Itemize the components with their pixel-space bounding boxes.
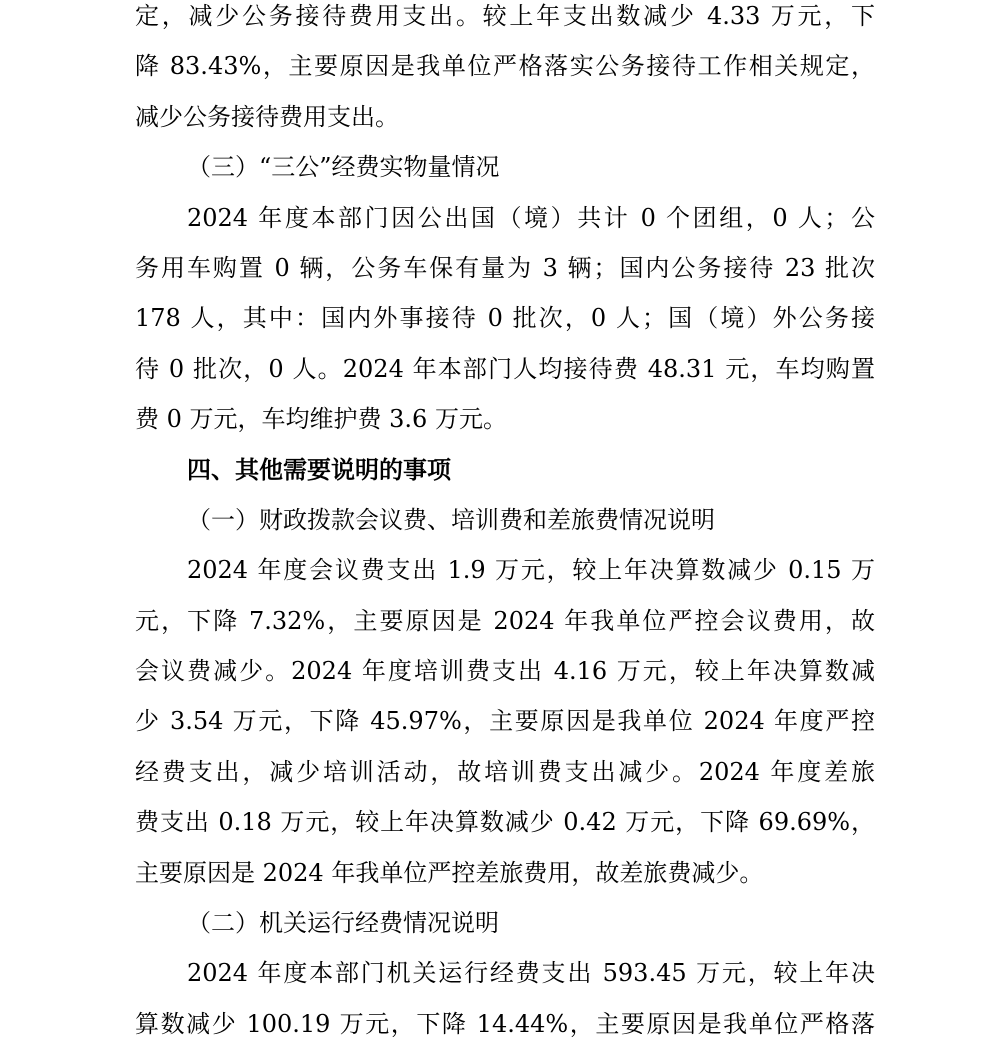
text-line: 务用车购置 0 辆，公务车保有量为 3 辆；国内公务接待 23 批次 bbox=[135, 253, 875, 282]
paragraph-physical-quantities bbox=[135, 193, 875, 445]
section-heading-other-matters: 四、其他需要说明的事项 bbox=[187, 454, 451, 484]
text-line: 元，下降 7.32%，主要原因是 2024 年我单位严控会议费用，故 bbox=[135, 606, 875, 635]
paragraph-agency-operating-funds bbox=[135, 948, 875, 1049]
text-line: 经费支出，减少培训活动，故培训费支出减少。2024 年度差旅 bbox=[135, 757, 875, 786]
text-line: 费 0 万元，车均维护费 3.6 万元。 bbox=[135, 405, 507, 434]
paragraph-meeting-training-travel bbox=[135, 545, 875, 898]
text-line: 2024 年度本部门因公出国（境）共计 0 个团组，0 人；公 bbox=[187, 203, 875, 232]
text-line: 定，减少公务接待费用支出。较上年支出数减少 4.33 万元，下 bbox=[135, 2, 875, 30]
text-line: 算数减少 100.19 万元，下降 14.44%，主要原因是我单位严格落 bbox=[135, 1009, 875, 1038]
text-line: 2024 年度本部门机关运行经费支出 593.45 万元，较上年决 bbox=[187, 959, 875, 988]
text-line: 2024 年度会议费支出 1.9 万元，较上年决算数减少 0.15 万 bbox=[187, 556, 875, 585]
text-line: 降 83.43%，主要原因是我单位严格落实公务接待工作相关规定， bbox=[135, 52, 875, 81]
text-line: 主要原因是 2024 年我单位严控差旅费用，故差旅费减少。 bbox=[135, 858, 764, 887]
text-line: 待 0 批次，0 人。2024 年本部门人均接待费 48.31 元，车均购置 bbox=[135, 354, 875, 383]
text-line: 会议费减少。2024 年度培训费支出 4.16 万元，较上年决算数减 bbox=[135, 657, 875, 686]
subheading-three-public-physical: （三）“三公”经费实物量情况 bbox=[187, 153, 500, 182]
text-line: 少 3.54 万元，下降 45.97%，主要原因是我单位 2024 年度严控 bbox=[135, 707, 875, 736]
paragraph-public-reception bbox=[135, 0, 875, 142]
subheading-agency-operating-funds: （二）机关运行经费情况说明 bbox=[187, 909, 499, 938]
document-page bbox=[135, 0, 875, 1049]
subheading-meeting-training-travel: （一）财政拨款会议费、培训费和差旅费情况说明 bbox=[187, 505, 715, 534]
text-line: 178 人，其中：国内外事接待 0 批次，0 人；国（境）外公务接 bbox=[135, 304, 875, 333]
text-line: 费支出 0.18 万元，较上年决算数减少 0.42 万元，下降 69.69%， bbox=[135, 808, 875, 837]
text-line: 减少公务接待费用支出。 bbox=[135, 102, 399, 131]
